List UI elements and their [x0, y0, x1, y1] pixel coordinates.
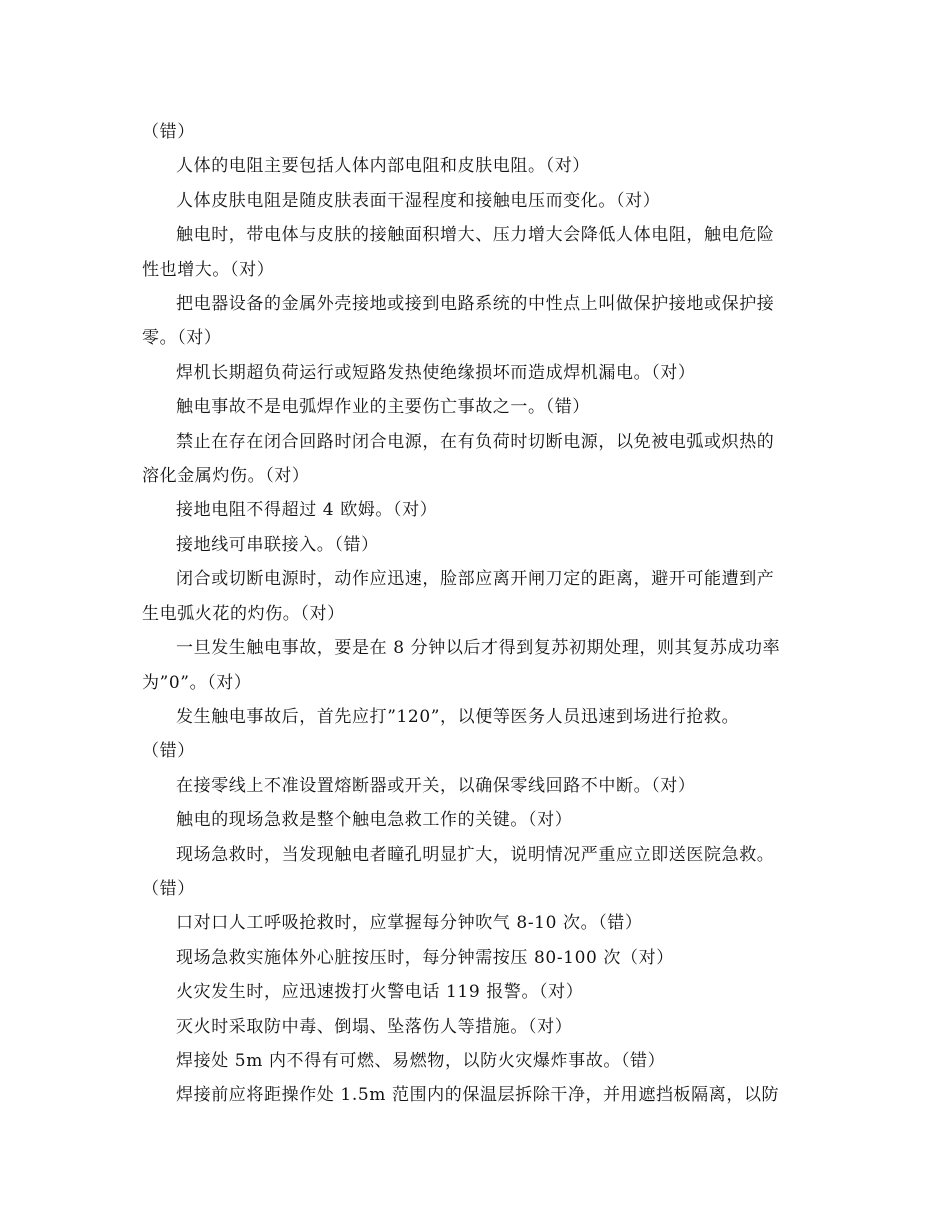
text-line: 灭火时采取防中毒、倒塌、坠落伤人等措施。（对） — [176, 1016, 573, 1037]
text-line: 人体皮肤电阻是随皮肤表面干湿程度和接触电压而变化。（对） — [176, 190, 661, 211]
text-line: （错） — [142, 878, 195, 899]
text-line: 把电器设备的金属外壳接地或接到电路系统的中性点上叫做保护接地或保护接 — [176, 294, 775, 315]
text-line: 焊接前应将距操作处 1.5m 范围内的保温层拆除干净，并用遮挡板隔离，以防 — [176, 1085, 780, 1106]
text-line: 零。（对） — [142, 328, 222, 349]
text-line: 生电弧火花的灼伤。（对） — [142, 603, 345, 624]
text-line: 口对口人工呼吸抢救时，应掌握每分钟吹气 8-10 次。（错） — [176, 913, 643, 934]
text-line: 在接零线上不准设置熔断器或开关，以确保零线回路不中断。（对） — [176, 775, 696, 796]
text-line: 现场急救时，当发现触电者瞳孔明显扩大，说明情况严重应立即送医院急救。 — [176, 844, 775, 865]
text-line: （错） — [142, 741, 195, 762]
text-line: 为”0”。（对） — [142, 672, 252, 693]
document-body — [142, 115, 810, 1113]
text-line: 性也增大。（对） — [142, 259, 275, 280]
text-line: 人体的电阻主要包括人体内部电阻和皮肤电阻。（对） — [176, 156, 590, 177]
text-line: 一旦发生触电事故，要是在 8 分钟以后才得到复苏初期处理，则其复苏成功率 — [176, 638, 781, 659]
text-line: 禁止在存在闭合回路时闭合电源，在有负荷时切断电源，以免被电弧或炽热的 — [176, 431, 775, 452]
text-line: 发生触电事故后，首先应打”120”，以便等医务人员迅速到场进行抢救。 — [176, 706, 740, 727]
text-line: 现场急救实施体外心脏按压时，每分钟需按压 80-100 次（对） — [176, 947, 674, 968]
text-line: 闭合或切断电源时，动作应迅速，脸部应离开闸刀定的距离，避开可能遭到产 — [176, 569, 775, 590]
text-line: 火灾发生时，应迅速拨打火警电话 119 报警。（对） — [176, 982, 584, 1003]
text-line: 焊接处 5m 内不得有可燃、易燃物，以防火灾爆炸事故。（错） — [176, 1050, 666, 1071]
text-line: 触电的现场急救是整个触电急救工作的关键。（对） — [176, 810, 573, 831]
text-line: 溶化金属灼伤。（对） — [142, 466, 310, 487]
text-line: 焊机长期超负荷运行或短路发热使绝缘损坏而造成焊机漏电。（对） — [176, 362, 696, 383]
text-line: 接地线可串联接入。（错） — [176, 534, 379, 555]
text-line: 触电时，带电体与皮肤的接触面积增大、压力增大会降低人体电阻，触电危险 — [176, 225, 775, 246]
text-line: （错） — [142, 122, 195, 142]
text-line: 接地电阻不得超过 4 欧姆。（对） — [176, 500, 438, 521]
text-line: 触电事故不是电弧焊作业的主要伤亡事故之一。（错） — [176, 397, 590, 418]
